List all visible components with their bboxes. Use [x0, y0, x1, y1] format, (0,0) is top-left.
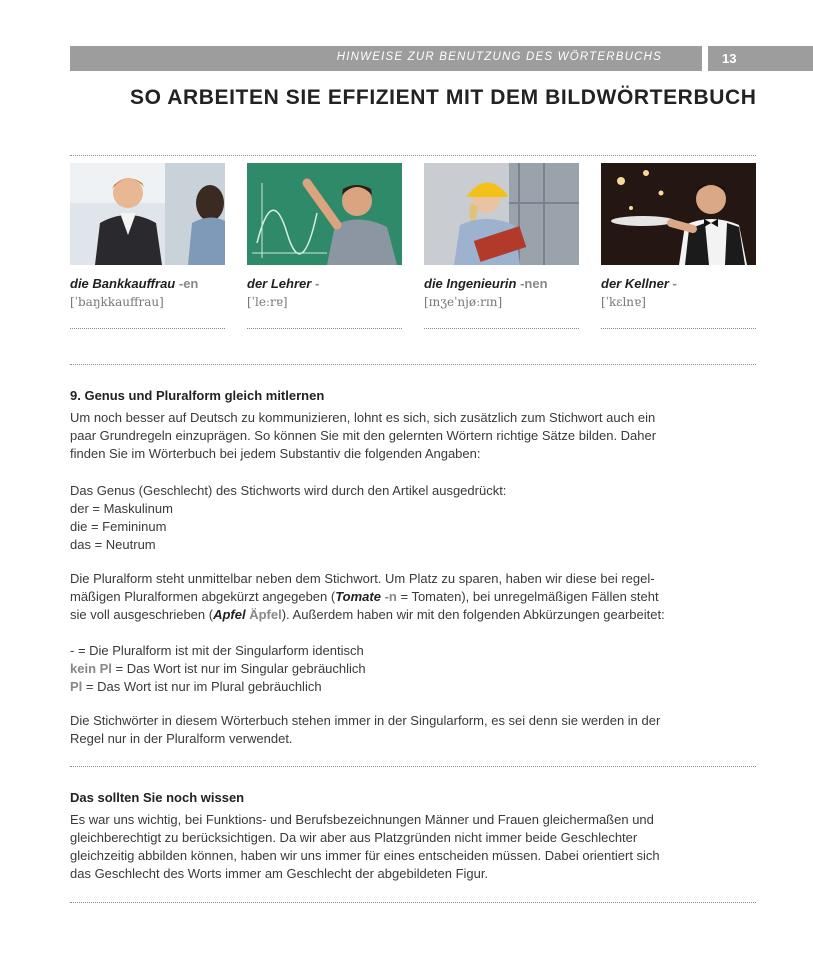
term-ipa: [ˈleːrɐ] — [247, 295, 288, 309]
term-word: die Ingenieurin — [424, 276, 517, 291]
term-ingenieurin — [424, 276, 548, 291]
section-header-title: HINWEISE ZUR BENUTZUNG DES WÖRTERBUCHS — [336, 51, 662, 63]
abbr-line — [70, 660, 760, 678]
term-ipa: [ˈbaŋkkauffrau] — [70, 295, 164, 309]
header-band — [70, 46, 702, 71]
text-line — [70, 588, 760, 606]
photo-ingenieurin — [424, 163, 579, 265]
abbr-line: - = Die Pluralform ist mit der Singularform identisch — [70, 643, 364, 658]
abbr-key: kein Pl — [70, 661, 112, 676]
text-line: gleichberechtigt zu berücksichtigen. Da wir aber aus Platzgründen nicht immer beide Geschlechter — [70, 830, 638, 845]
term-word: die Bankkauffrau — [70, 276, 176, 291]
term-lehrer — [247, 276, 319, 291]
term-word: der Lehrer — [247, 276, 312, 291]
term-plural: - — [672, 276, 677, 291]
text-line: Die Stichwörter in diesem Wörterbuch stehen immer in der Singularform, es sei denn sie werden in der — [70, 713, 661, 728]
text-line: das Geschlecht des Worts immer am Geschlecht der abgebildeten Figur. — [70, 866, 489, 881]
term-word: der Kellner — [601, 276, 669, 291]
text-span: = Tomaten), bei unregelmäßigen Fällen steht — [396, 589, 659, 604]
example-plural-suffix: -n — [384, 589, 397, 604]
example-word-tomate: Tomate — [335, 589, 381, 604]
page-title: SO ARBEITEN SIE EFFIZIENT MIT DEM BILDWÖRTERBUCH — [130, 86, 757, 109]
page-number-badge — [708, 46, 813, 71]
term-ipa: [ˈkɛlnɐ] — [601, 295, 646, 309]
text-line — [70, 606, 760, 624]
genus-block — [70, 482, 760, 554]
text-line: paar Grundregeln einzuprägen. So können Sie mit den gelernten Wörtern richtige Sätze bilden. Daher — [70, 428, 657, 443]
text-span: mäßigen Pluralformen abgekürzt angegeben ( — [70, 589, 336, 604]
abbr-text: = Das Wort ist nur im Plural gebräuchlich — [82, 679, 322, 694]
text-line: Die Pluralform steht unmittelbar neben dem Stichwort. Um Platz zu sparen, haben wir diese bei regel- — [70, 571, 655, 586]
text-line: der = Maskulinum — [70, 501, 173, 516]
divider — [70, 155, 756, 156]
entry-divider — [424, 328, 579, 329]
page-number: 13 — [722, 51, 737, 66]
abbr-line — [70, 678, 760, 696]
text-span: sie voll ausgeschrieben ( — [70, 607, 214, 622]
note-heading: Das sollten Sie noch wissen — [70, 790, 245, 805]
text-span: ). Außerdem haben wir mit den folgenden Abkürzungen gearbeitet: — [281, 607, 665, 622]
photo-lehrer — [247, 163, 402, 265]
text-line: Um noch besser auf Deutsch zu kommunizieren, lohnt es sich, sich zusätzlich zum Stichwort auch ein — [70, 410, 656, 425]
text-line: das = Neutrum — [70, 537, 156, 552]
plural-block — [70, 570, 760, 624]
abbr-key: Pl — [70, 679, 83, 694]
closing-block — [70, 712, 760, 748]
term-plural: -nen — [520, 276, 548, 291]
text-line: gleichzeitig abbilden können, haben wir uns immer für eines entscheiden müssen. Dabei orientiert sich — [70, 848, 660, 863]
divider — [70, 766, 756, 767]
entry-divider — [247, 328, 402, 329]
example-plural-aepfel: Äpfel — [249, 607, 282, 622]
entry-divider — [70, 328, 225, 329]
divider — [70, 364, 756, 365]
text-line: Regel nur in der Pluralform verwendet. — [70, 731, 293, 746]
term-plural: -en — [178, 276, 199, 291]
abbr-text: = Das Wort ist nur im Singular gebräuchlich — [111, 661, 366, 676]
photo-kellner — [601, 163, 756, 265]
abbreviation-block — [70, 642, 760, 696]
section-heading: 9. Genus und Pluralform gleich mitlernen — [70, 388, 325, 403]
term-ipa: [ɪnʒeˈnjøːrɪn] — [424, 295, 503, 309]
term-plural: - — [314, 276, 320, 291]
text-line: finden Sie im Wörterbuch bei jedem Substantiv die folgenden Angaben: — [70, 446, 481, 461]
text-line: die = Femininum — [70, 519, 167, 534]
text-line: Es war uns wichtig, bei Funktions- und Berufsbezeichnungen Männer und Frauen gleichermaßen und — [70, 812, 654, 827]
term-bankkauffrau — [70, 276, 198, 291]
photo-bankkauffrau — [70, 163, 225, 265]
example-word-apfel: Apfel — [213, 607, 246, 622]
text-line: Das Genus (Geschlecht) des Stichworts wird durch den Artikel ausgedrückt: — [70, 483, 507, 498]
divider — [70, 902, 756, 903]
term-kellner — [601, 276, 677, 291]
section-intro — [70, 409, 760, 463]
note-text — [70, 811, 760, 883]
entry-divider — [601, 328, 756, 329]
